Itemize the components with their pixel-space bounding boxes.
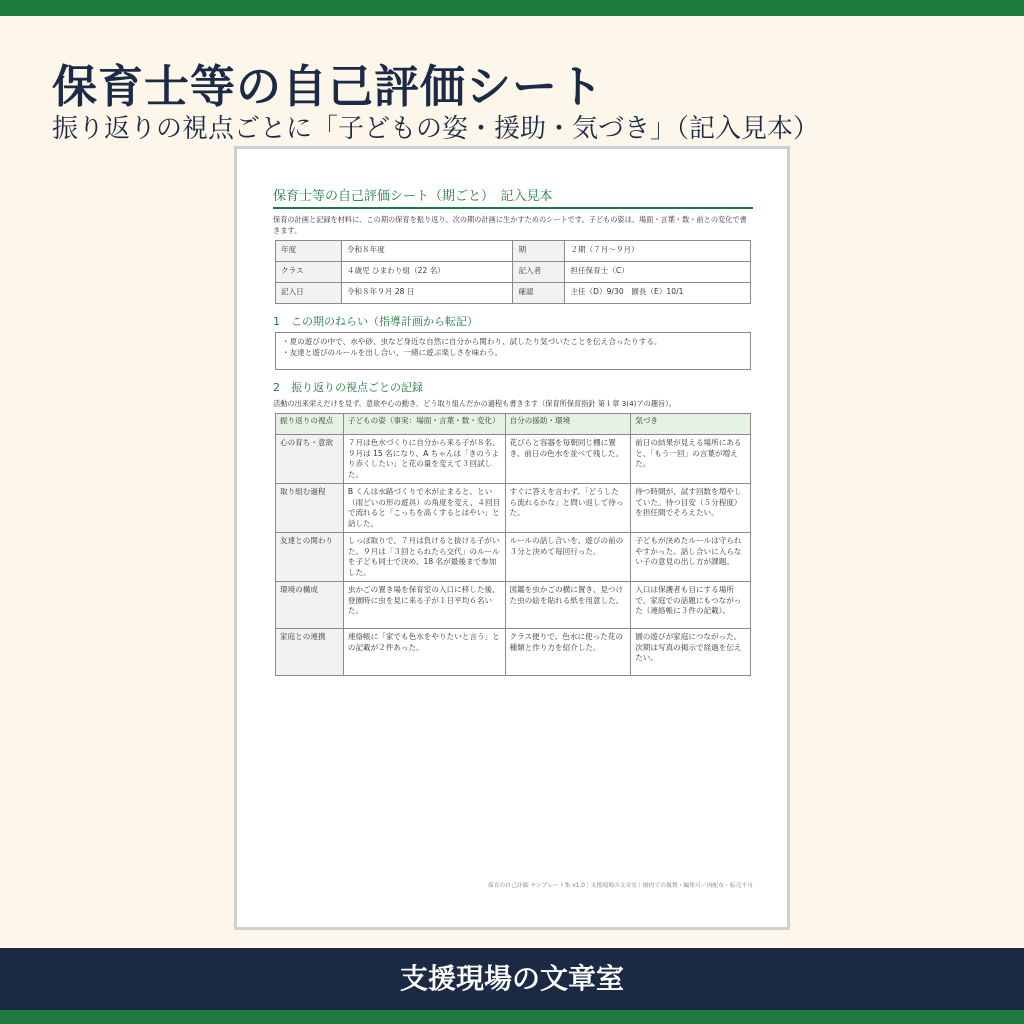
notice-cell: 子どもが決めたルールは守られやすかった。話し合いに入らない子の意見の出し方が課題。 — [631, 533, 751, 582]
document-title: 保育士等の自己評価シート（期ごと） 記入見本 — [273, 185, 753, 209]
document-body — [273, 185, 753, 676]
info-row — [276, 241, 751, 262]
notice-header: 気づき — [631, 414, 751, 435]
support-cell: クラス便りで、色水に使った花の種類と作り方を紹介した。 — [505, 629, 631, 676]
aim-line: ・友達と遊びのルールを出し合い、一緒に遊ぶ楽しさを味わう。 — [282, 348, 503, 357]
section2-heading: 2 振り返りの視点ごとの記録 — [273, 381, 423, 394]
notice-cell: 前日の結果が見える場所にあると、「もう一回」の言葉が増えた。 — [631, 435, 751, 484]
support-cell: ルールの話し合いを、遊びの前の３分と決めて毎回行った。 — [505, 533, 631, 582]
record-header-row — [276, 414, 751, 435]
viewpoint-cell: 家庭との連携 — [276, 629, 344, 676]
support-cell: 花びらと容器を毎朝同じ棚に置き、前日の色水を並べて残した。 — [505, 435, 631, 484]
child-cell: しっぽ取りで、７月は負けると抜ける子がいた。９月は「３回とられたら交代」のルールを子ども同士で決め、18 名が最後まで参加した。 — [343, 533, 505, 582]
aims-box — [275, 332, 751, 370]
info-row — [276, 262, 751, 283]
record-row — [276, 484, 751, 533]
author-value: 担任保育士（C） — [565, 262, 751, 283]
document-preview — [234, 146, 790, 930]
term-value: ２期（７月〜９月） — [565, 241, 751, 262]
term-label: 期 — [513, 241, 565, 262]
support-header: 自分の援助・環境 — [505, 414, 631, 435]
viewpoint-cell: 心の育ち・意欲 — [276, 435, 344, 484]
viewpoint-header: 振り返りの視点 — [276, 414, 344, 435]
child-cell: ７月は色水づくりに自分から来る子が８名、９月は 15 名になり、A ちゃんは「きのうより赤くしたい」と花の量を変えて３回試した。 — [343, 435, 505, 484]
support-cell: すぐに答えを言わず、「どうしたら流れるかな」と問い返して待った。 — [505, 484, 631, 533]
viewpoint-cell: 友達との関わり — [276, 533, 344, 582]
brand-band: 支援現場の文章室 — [0, 948, 1024, 1010]
year-label: 年度 — [276, 241, 342, 262]
viewpoint-cell: 環境の構成 — [276, 582, 344, 629]
bottom-accent-bar — [0, 1010, 1024, 1024]
child-header: 子どもの姿（事実：場面・言葉・数・変化） — [343, 414, 505, 435]
date-label: 記入日 — [276, 283, 342, 304]
document-footer: 保育の自己評価 テンプレート集 v1.0｜支援現場の文章室｜園内での複製・編集可／再配布・転売不可 — [487, 883, 753, 889]
page-title: 保育士等の自己評価シート — [52, 60, 605, 113]
check-label: 確認 — [513, 283, 565, 304]
date-value: 令和８年９月 28 日 — [341, 283, 513, 304]
check-value: 主任（D）9/30 園長（E）10/1 — [565, 283, 751, 304]
info-row — [276, 283, 751, 304]
section2-note: 活動の出来栄えだけを見ず、意欲や心の動き、どう取り組んだかの過程も書きます（保育所保育指針 第１章 3(4)アの趣旨）。 — [273, 399, 676, 408]
class-label: クラス — [276, 262, 342, 283]
child-cell: 虫かごの置き場を保育室の入口に移した後、登園時に虫を見に来る子が１日平均６名いた。 — [343, 582, 505, 629]
top-accent-bar — [0, 0, 1024, 16]
class-value: ４歳児 ひまわり組（22 名） — [341, 262, 513, 283]
aim-line: ・夏の遊びの中で、水や砂、虫など身近な自然に自分から関わり、試したり気づいたことを伝え合ったりする。 — [282, 337, 662, 346]
viewpoint-cell: 取り組む過程 — [276, 484, 344, 533]
page-subtitle: 振り返りの視点ごとに「子どもの姿・援助・気づき」（記入見本） — [52, 114, 820, 144]
notice-cell: 園の遊びが家庭につながった。次期は写真の掲示で経過を伝えたい。 — [631, 629, 751, 676]
child-cell: 連絡帳に「家でも色水をやりたいと言う」との記載が２件あった。 — [343, 629, 505, 676]
notice-cell: 待つ時間が、試す回数を増やしていた。待つ目安（５分程度）を担任間でそろえたい。 — [631, 484, 751, 533]
section1-heading: 1 この期のねらい（指導計画から転記） — [273, 315, 478, 328]
document-intro: 保育の計画と記録を材料に、この期の保育を振り返り、次の期の計画に生かすためのシートです。子どもの姿は、場面・言葉・数・前との変化で書きます。 — [273, 215, 747, 235]
record-row — [276, 533, 751, 582]
record-table — [275, 413, 751, 676]
support-cell: 図鑑を虫かごの横に置き、見つけた虫の絵を貼れる紙を用意した。 — [505, 582, 631, 629]
record-row — [276, 629, 751, 676]
year-value: 令和８年度 — [341, 241, 513, 262]
record-row — [276, 582, 751, 629]
info-table — [275, 240, 751, 304]
notice-cell: 入口は保護者も目にする場所で、家庭での話題にもつながった（連絡帳に３件の記載）。 — [631, 582, 751, 629]
author-label: 記入者 — [513, 262, 565, 283]
record-row — [276, 435, 751, 484]
child-cell: B くんは水路づくりで水が止まると、とい（雨どいの形の遊具）の角度を変え、４回目で流れると「こっちを高くするとはやい」と話した。 — [343, 484, 505, 533]
